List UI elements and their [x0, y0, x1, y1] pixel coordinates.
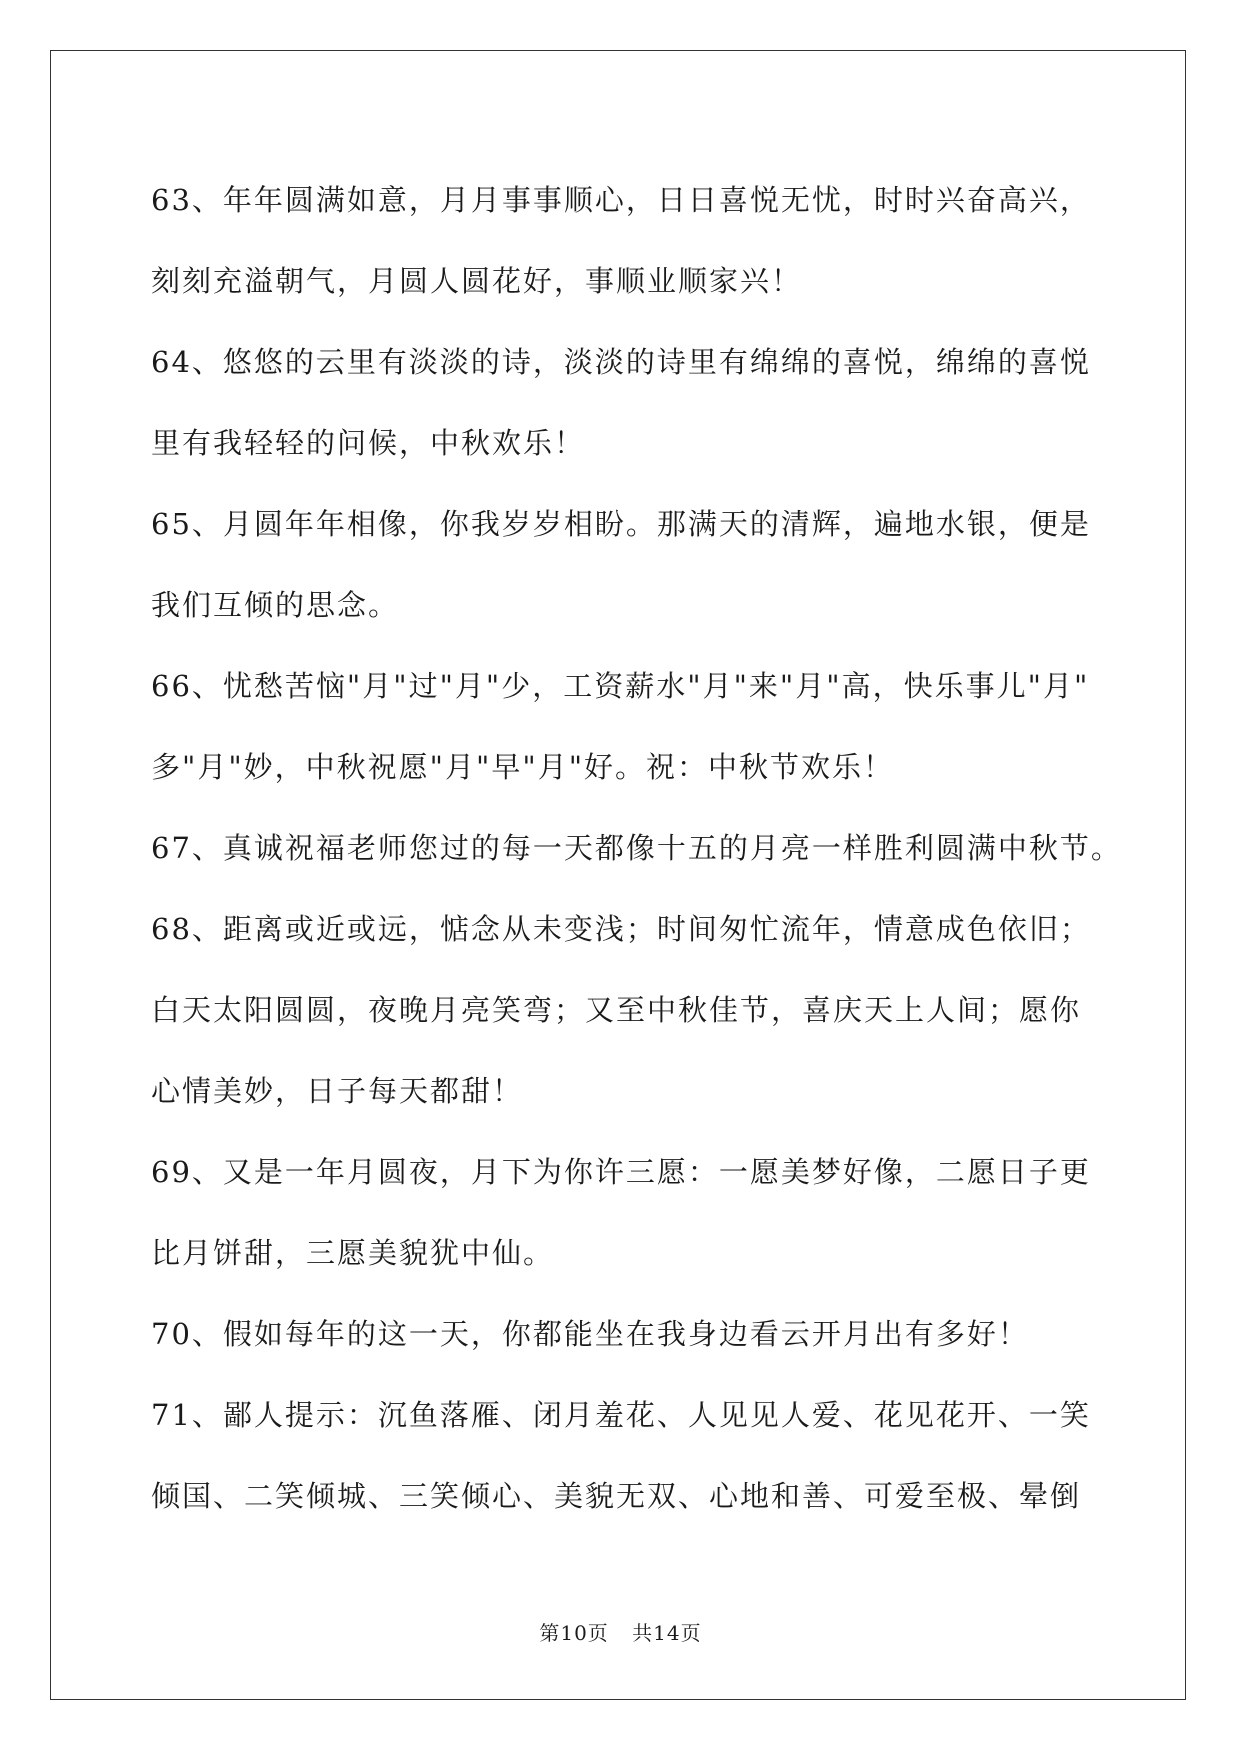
text-line: 70、假如每年的这一天，你都能坐在我身边看云开月出有多好！	[151, 1317, 1029, 1351]
text-line: 64、悠悠的云里有淡淡的诗，淡淡的诗里有绵绵的喜悦，绵绵的喜悦	[151, 345, 1091, 379]
page-footer	[0, 1617, 1241, 1646]
text-line: 倾国、二笑倾城、三笑倾心、美貌无双、心地和善、可爱至极、晕倒	[151, 1479, 1082, 1513]
text-line: 68、距离或近或远，惦念从未变浅；时间匆忙流年，情意成色依旧；	[151, 912, 1091, 946]
text-line: 67、真诚祝福老师您过的每一天都像十五的月亮一样胜利圆满中秋节。	[151, 831, 1122, 865]
text-line: 刻刻充溢朝气，月圆人圆花好，事顺业顺家兴！	[151, 264, 803, 298]
text-line: 71、鄙人提示：沉鱼落雁、闭月羞花、人见见人爱、花见花开、一笑	[151, 1398, 1091, 1432]
document-body	[151, 160, 1122, 1537]
text-line: 比月饼甜，三愿美貌犹中仙。	[151, 1236, 555, 1270]
text-line: 69、又是一年月圆夜，月下为你许三愿：一愿美梦好像，二愿日子更	[151, 1155, 1091, 1189]
page-total: 共14页	[632, 1621, 702, 1645]
text-line: 66、忧愁苦恼"月"过"月"少，工资薪水"月"来"月"高，快乐事儿"月"	[151, 669, 1090, 703]
text-line: 里有我轻轻的问候，中秋欢乐！	[151, 426, 586, 460]
text-line: 63、年年圆满如意，月月事事顺心，日日喜悦无忧，时时兴奋高兴，	[151, 183, 1091, 217]
text-line: 我们互倾的思念。	[151, 588, 400, 622]
text-line: 多"月"妙，中秋祝愿"月"早"月"好。祝：中秋节欢乐！	[151, 750, 895, 784]
page-number: 第10页	[539, 1621, 609, 1645]
text-line: 白天太阳圆圆，夜晚月亮笑弯；又至中秋佳节，喜庆天上人间；愿你	[151, 993, 1082, 1027]
text-line: 65、月圆年年相像，你我岁岁相盼。那满天的清辉，遍地水银，便是	[151, 507, 1091, 541]
text-line: 心情美妙，日子每天都甜！	[151, 1074, 524, 1108]
